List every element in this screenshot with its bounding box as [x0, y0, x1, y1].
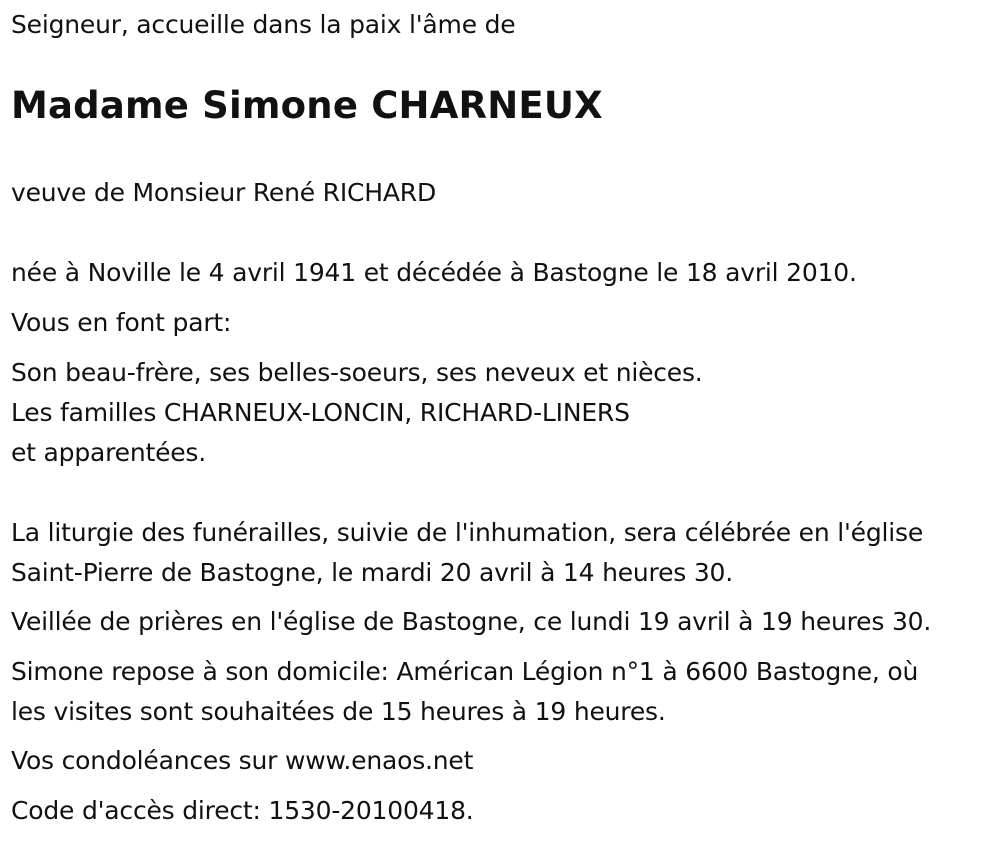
family-line: et apparentées.: [11, 438, 206, 467]
repose-line: les visites sont souhaitées de 15 heures à 19 heures.: [11, 697, 666, 726]
access-code-text: Code d'accès direct: 1530-20100418.: [11, 796, 474, 825]
funeral-line: Saint-Pierre de Bastogne, le mardi 20 avril à 14 heures 30.: [11, 558, 734, 587]
condolences-text: Vos condoléances sur www.enaos.net: [11, 746, 474, 775]
family-line: Son beau-frère, ses belles-soeurs, ses neveux et nièces.: [11, 358, 703, 387]
vigil-text: Veillée de prières en l'église de Bastogne, ce lundi 19 avril à 19 heures 30.: [11, 607, 932, 636]
announce-text: Vous en font part:: [11, 308, 232, 337]
funeral-line: La liturgie des funérailles, suivie de l'inhumation, sera célébrée en l'église: [11, 518, 924, 547]
widow-of-text: veuve de Monsieur René RICHARD: [11, 178, 436, 207]
birth-death-text: née à Noville le 4 avril 1941 et décédée à Bastogne le 18 avril 2010.: [11, 258, 857, 287]
intro-text: Seigneur, accueille dans la paix l'âme de: [11, 10, 516, 39]
deceased-name: Madame Simone CHARNEUX: [11, 84, 603, 127]
family-line: Les familles CHARNEUX-LONCIN, RICHARD-LINERS: [11, 398, 630, 427]
repose-line: Simone repose à son domicile: Américan Légion n°1 à 6600 Bastogne, où: [11, 657, 919, 686]
